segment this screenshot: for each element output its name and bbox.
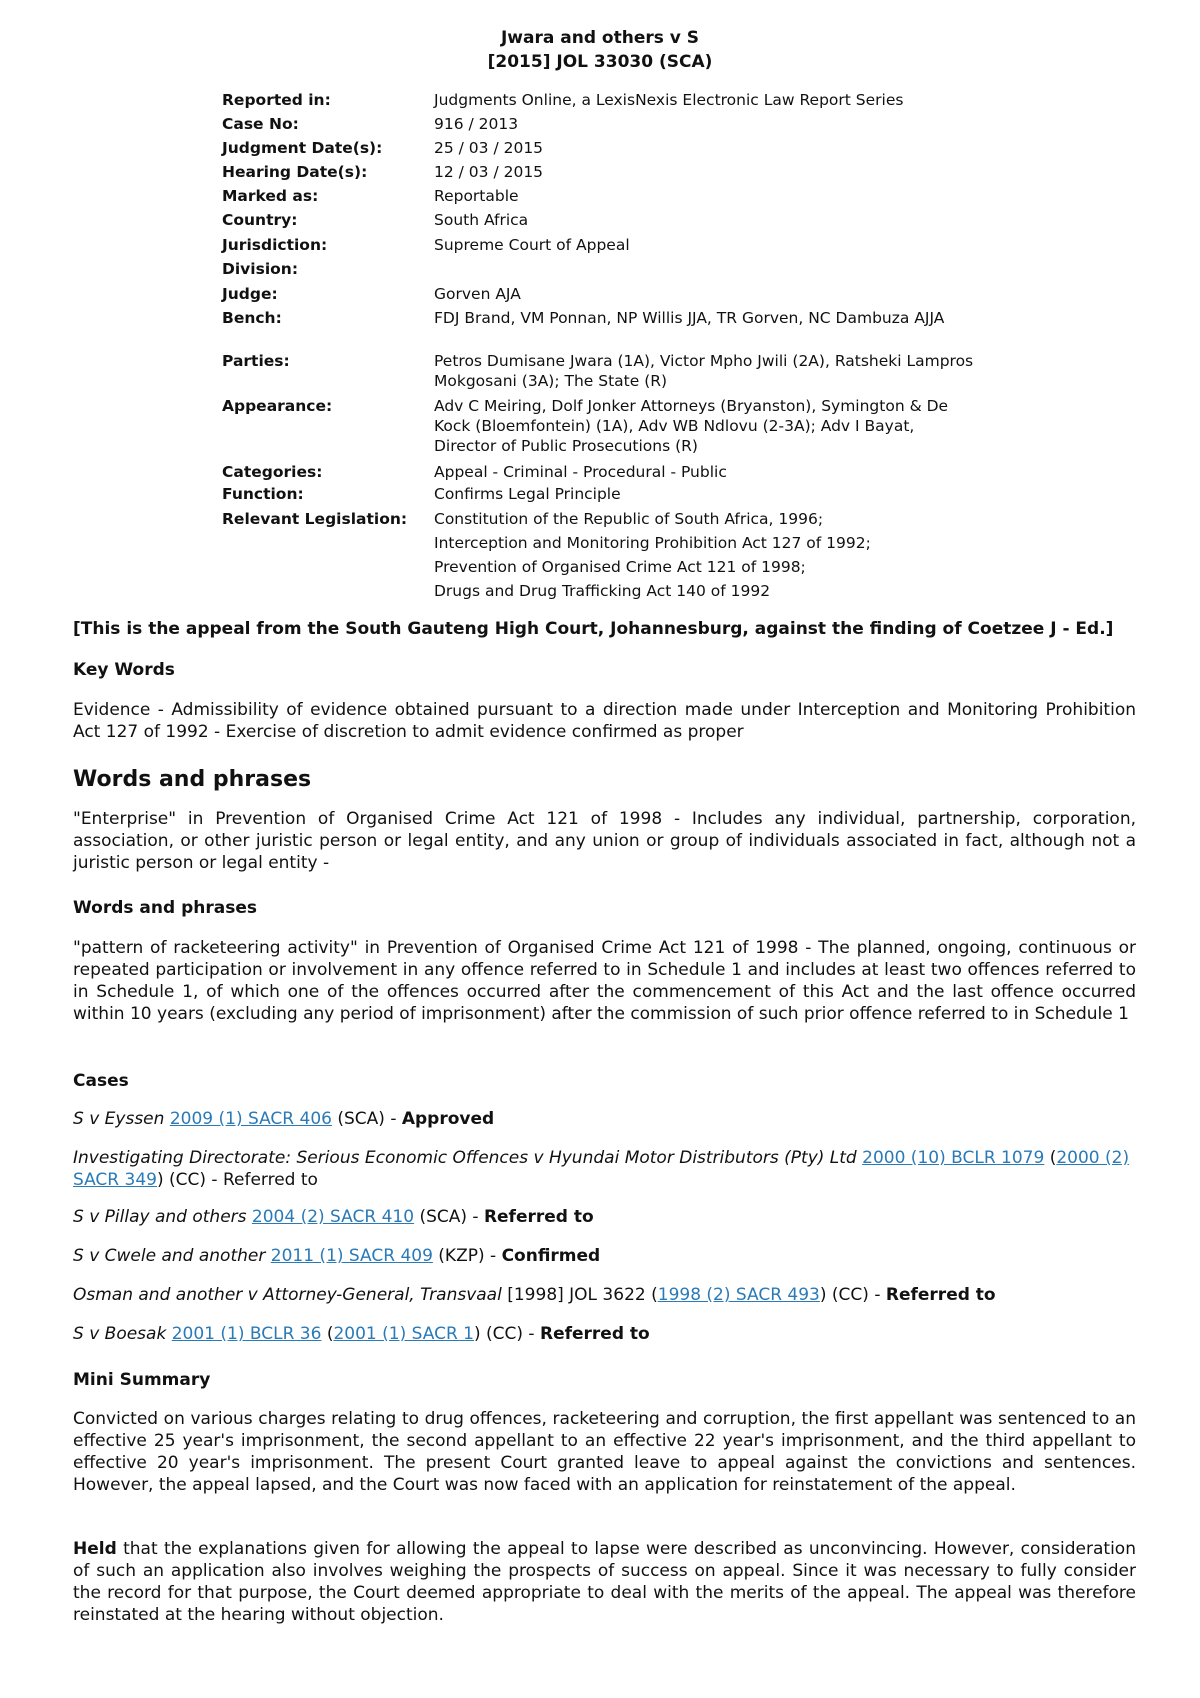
held-text: that the explanations given for allowing the appeal to lapse were described as unconvincing. However, consideration of such an application also involves weighing the prospects of success on appeal. Since it was necessary to fully consider the record for that purpose, the Court deemed appropriate to deal with the merits of the appeal. The appeal was therefore reinstated at the hearing without objection. xyxy=(73,1539,1136,1625)
case-entry xyxy=(73,1147,1136,1191)
case-ref: [1998] JOL 3622 ( xyxy=(507,1285,658,1305)
case-name: Investigating Directorate: Serious Economic Offences v Hyundai Motor Distributors (Pty) Ltd xyxy=(73,1148,857,1168)
case-name: S v Eyssen xyxy=(73,1109,165,1129)
case-name: S v Pillay and others xyxy=(73,1207,247,1227)
meta-value: Adv C Meiring, Dolf Jonker Attorneys (Bryanston), Symington & De Kock (Bloemfontein) (1A), Adv WB Ndlovu (2-3A); Adv I Bayat, Director of Public Prosecutions (R) xyxy=(434,397,949,455)
document-title: Jwara and others v S xyxy=(500,28,700,48)
meta-value: Reportable xyxy=(434,187,519,205)
meta-value: 12 / 03 / 2015 xyxy=(434,163,544,181)
appeal-note: [This is the appeal from the South Gauteng High Court, Johannesburg, against the finding of Coetzee J - Ed.] xyxy=(73,619,1114,639)
case-citation-link[interactable]: 2009 (1) SACR 406 xyxy=(169,1109,332,1129)
mini-summary-heading: Mini Summary xyxy=(73,1370,211,1390)
case-treatment: Referred to xyxy=(539,1324,650,1344)
case-paren: ( xyxy=(1049,1148,1057,1168)
case-entry xyxy=(73,1284,1136,1306)
key-words-heading: Key Words xyxy=(73,660,175,680)
legislation-item: Constitution of the Republic of South Africa, 1996; xyxy=(434,510,824,528)
mini-summary-text: Convicted on various charges relating to drug offences, racketeering and corruption, the first appellant was sentenced to an effective 25 year's imprisonment, the second appellant to an effective 22 year's imprisonment, and the third appellant to effective 20 year's imprisonment. The present Court granted leave to appeal against the convictions and sentences. However, the appeal lapsed, and the Court was now faced with an application for reinstatement of the appeal. xyxy=(73,1409,1136,1495)
words-phrases-text: "Enterprise" in Prevention of Organised Crime Act 121 of 1998 - Includes any individual, partnership, corporation, association, or other juristic person or legal entity, and any union or group of individuals associated in fact, although not a juristic person or legal entity - xyxy=(73,809,1136,873)
case-name: Osman and another v Attorney-General, Transvaal xyxy=(73,1285,502,1305)
case-name: S v Cwele and another xyxy=(73,1246,266,1266)
meta-value: Petros Dumisane Jwara (1A), Victor Mpho Jwili (2A), Ratsheki Lampros Mokgosani (3A); The State (R) xyxy=(434,352,974,390)
case-citation-link[interactable]: 1998 (2) SACR 493 xyxy=(657,1285,820,1305)
meta-value: 916 / 2013 xyxy=(434,115,519,133)
meta-label: Country: xyxy=(222,211,298,229)
meta-label: Relevant Legislation: xyxy=(222,510,408,528)
words-phrases-heading: Words and phrases xyxy=(73,767,312,792)
legislation-item: Prevention of Organised Crime Act 121 of 1998; xyxy=(434,558,806,576)
case-name: S v Boesak xyxy=(73,1324,167,1344)
held-label: Held xyxy=(73,1539,117,1559)
case-entry xyxy=(73,1323,1136,1345)
meta-value: 25 / 03 / 2015 xyxy=(434,139,544,157)
meta-label: Bench: xyxy=(222,309,282,327)
meta-value: Supreme Court of Appeal xyxy=(434,236,630,254)
meta-value: South Africa xyxy=(434,211,529,229)
case-entry xyxy=(73,1108,1136,1130)
case-treatment: Referred to xyxy=(885,1285,996,1305)
held-paragraph xyxy=(73,1538,1136,1626)
case-entry xyxy=(73,1206,1136,1228)
case-court: (KZP) - xyxy=(438,1246,497,1266)
case-paren: ( xyxy=(326,1324,334,1344)
case-citation-link[interactable]: 2000 (10) BCLR 1079 xyxy=(862,1148,1045,1168)
meta-label: Jurisdiction: xyxy=(222,236,328,254)
case-treatment: Approved xyxy=(401,1109,495,1129)
case-citation-link[interactable]: 2011 (1) SACR 409 xyxy=(270,1246,433,1266)
meta-label: Categories: xyxy=(222,463,323,481)
key-words-text: Evidence - Admissibility of evidence obtained pursuant to a direction made under Interception and Monitoring Prohibition Act 127 of 1992 - Exercise of discretion to admit evidence confirmed as proper xyxy=(73,700,1136,742)
case-treatment: Confirmed xyxy=(501,1246,601,1266)
meta-value: FDJ Brand, VM Ponnan, NP Willis JJA, TR Gorven, NC Dambuza AJJA xyxy=(434,309,945,327)
meta-label: Division: xyxy=(222,260,299,278)
meta-label: Judgment Date(s): xyxy=(222,139,383,157)
case-citation-link[interactable]: 2001 (1) SACR 1 xyxy=(333,1324,474,1344)
case-citation-link[interactable]: 2000 (2) SACR 349 xyxy=(73,1148,1130,1190)
cases-heading: Cases xyxy=(73,1071,129,1091)
case-court: (SCA) - xyxy=(419,1207,479,1227)
case-treatment: Referred to xyxy=(483,1207,594,1227)
case-citation-link[interactable]: 2004 (2) SACR 410 xyxy=(251,1207,415,1227)
words-phrases-heading: Words and phrases xyxy=(73,898,257,918)
case-court: ) (CC) - xyxy=(473,1324,535,1344)
meta-label: Judge: xyxy=(222,285,278,303)
case-court: (SCA) - xyxy=(337,1109,397,1129)
meta-label: Appearance: xyxy=(222,397,333,415)
case-court: ) (CC) - xyxy=(819,1285,881,1305)
legislation-item: Interception and Monitoring Prohibition Act 127 of 1992; xyxy=(434,534,871,552)
meta-label: Marked as: xyxy=(222,187,319,205)
meta-label: Reported in: xyxy=(222,91,331,109)
meta-label: Hearing Date(s): xyxy=(222,163,368,181)
meta-label: Parties: xyxy=(222,352,290,370)
meta-label: Case No: xyxy=(222,115,299,133)
case-court: ) (CC) - Referred to xyxy=(156,1170,318,1190)
meta-value: Gorven AJA xyxy=(434,285,521,303)
case-citation-link[interactable]: 2001 (1) BCLR 36 xyxy=(171,1324,322,1344)
words-phrases-text: "pattern of racketeering activity" in Prevention of Organised Crime Act 121 of 1998 - The planned, ongoing, continuous or repeated participation or involvement in any offence referred to in Schedule 1 and includes at least two offences referred to in Schedule 1, of which one of the offences occurred after the commencement of this Act and the last offence occurred within 10 years (excluding any period of imprisonment) after the commission of such prior offence referred to in Schedule 1 xyxy=(73,938,1136,1024)
legislation-item: Drugs and Drug Trafficking Act 140 of 1992 xyxy=(434,582,771,600)
meta-label: Function: xyxy=(222,485,304,503)
meta-value: Appeal - Criminal - Procedural - Public xyxy=(434,463,727,481)
meta-value: Confirms Legal Principle xyxy=(434,485,621,503)
document-citation: [2015] JOL 33030 (SCA) xyxy=(487,52,713,72)
meta-value: Judgments Online, a LexisNexis Electronic Law Report Series xyxy=(434,91,904,109)
case-entry xyxy=(73,1245,1136,1267)
